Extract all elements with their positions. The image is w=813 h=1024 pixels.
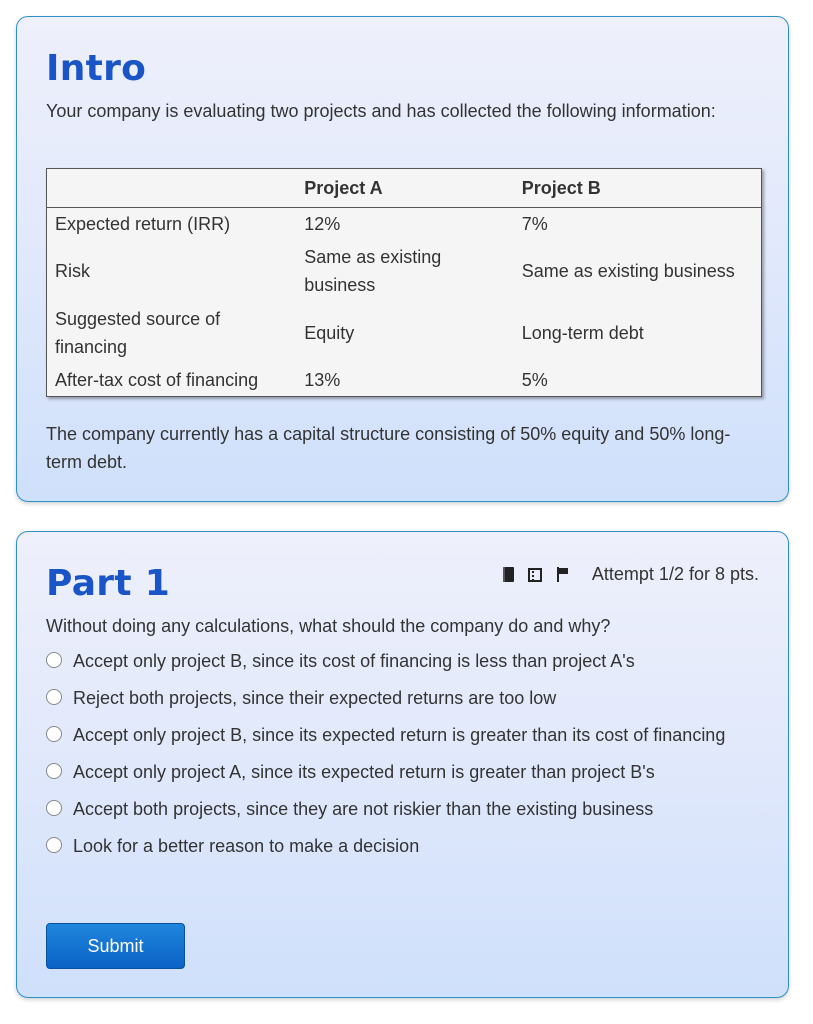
answer-option[interactable] bbox=[46, 832, 766, 860]
table-cell: Same as existing business bbox=[521, 261, 735, 281]
answer-option[interactable] bbox=[46, 684, 766, 712]
answer-option-label[interactable]: Accept only project A, since its expected return is greater than project B's bbox=[73, 762, 655, 782]
table-cell: 13% bbox=[304, 370, 341, 390]
table-cell: 7% bbox=[521, 214, 548, 234]
table-cell: Risk bbox=[55, 261, 90, 281]
table-cell: Expected return (IRR) bbox=[55, 214, 231, 234]
table-cell: 12% bbox=[304, 214, 341, 234]
table-header-cell bbox=[47, 169, 297, 208]
project-comparison-table bbox=[46, 168, 762, 397]
table-cell: Suggested source of financing bbox=[55, 309, 221, 357]
answer-option[interactable] bbox=[46, 721, 766, 749]
radio-button[interactable] bbox=[46, 726, 62, 742]
capital-structure-text: The company currently has a capital structure consisting of 50% equity and 50% long-term debt. bbox=[46, 424, 731, 472]
table-cell: After-tax cost of financing bbox=[55, 370, 259, 390]
table-cell: 5% bbox=[521, 370, 548, 390]
flag-icon[interactable] bbox=[556, 567, 570, 582]
attempt-counter: Attempt 1/2 for 8 pts. bbox=[591, 564, 759, 584]
table-row bbox=[47, 302, 762, 364]
answer-options bbox=[46, 647, 766, 869]
intro-card bbox=[16, 16, 789, 502]
intro-title: Intro bbox=[46, 48, 147, 89]
intro-description: Your company is evaluating two projects and has collected the following information: bbox=[46, 101, 716, 121]
question-text: Without doing any calculations, what should the company do and why? bbox=[46, 616, 611, 636]
radio-button[interactable] bbox=[46, 652, 62, 668]
submit-button[interactable]: Submit bbox=[46, 923, 185, 969]
radio-button[interactable] bbox=[46, 763, 62, 779]
table-row bbox=[47, 240, 762, 302]
part1-title: Part 1 bbox=[46, 563, 171, 604]
part1-card bbox=[16, 531, 789, 998]
table-header-project-b: Project B bbox=[514, 169, 762, 208]
answer-option-label[interactable]: Accept only project B, since its cost of financing is less than project A's bbox=[73, 651, 635, 671]
table-cell: Equity bbox=[304, 323, 355, 343]
answer-option-label[interactable]: Look for a better reason to make a decision bbox=[73, 836, 420, 856]
answer-option[interactable] bbox=[46, 795, 766, 823]
answer-option[interactable] bbox=[46, 647, 766, 675]
film-icon[interactable] bbox=[528, 568, 542, 582]
attempt-info bbox=[503, 564, 759, 585]
table-cell: Same as existing business bbox=[304, 247, 442, 295]
answer-option-label[interactable]: Accept only project B, since its expected return is greater than its cost of financing bbox=[73, 725, 726, 745]
table-header-project-a: Project A bbox=[296, 169, 513, 208]
radio-button[interactable] bbox=[46, 800, 62, 816]
table-row bbox=[47, 208, 762, 241]
answer-option-label[interactable]: Accept both projects, since they are not riskier than the existing business bbox=[73, 799, 654, 819]
table-header-row bbox=[47, 169, 762, 208]
answer-option[interactable] bbox=[46, 758, 766, 786]
radio-button[interactable] bbox=[46, 689, 62, 705]
table-row bbox=[47, 364, 762, 397]
table-cell: Long-term debt bbox=[521, 323, 644, 343]
radio-button[interactable] bbox=[46, 837, 62, 853]
book-icon[interactable] bbox=[503, 567, 514, 582]
answer-option-label[interactable]: Reject both projects, since their expected returns are too low bbox=[73, 688, 557, 708]
